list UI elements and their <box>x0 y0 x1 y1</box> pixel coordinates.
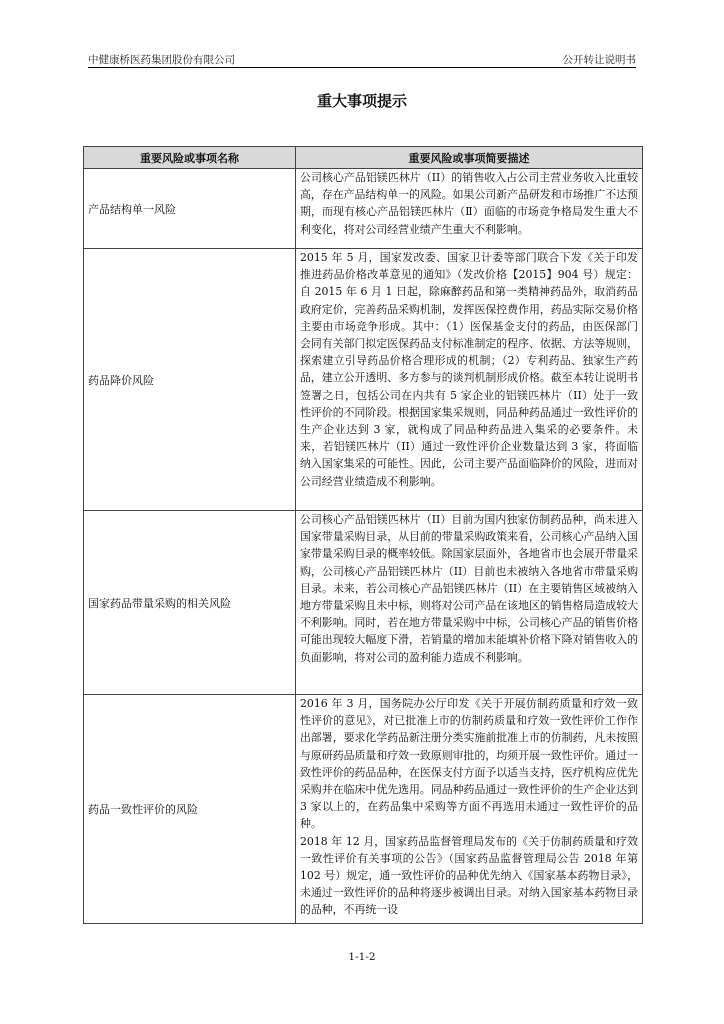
risk-description <box>296 249 643 511</box>
risk-description-paragraph: 公司核心产品铝镁匹林片（II）的销售收入占公司主营业务收入比重较高，存在产品结构单一的风险。如果公司新产品研发和市场推广不达预期，而现有核心产品铝镁匹林片（Ⅱ）面临的市场竞争格局发生重大不利变化，将对公司经营业绩产生重大不利影响。 <box>300 171 638 236</box>
risk-name: 药品一致性评价的风险 <box>84 695 296 924</box>
table-row <box>84 695 643 924</box>
risk-description-paragraph: 公司核心产品铝镁匹林片（II）目前为国内独家仿制药品种，尚未进入国家带量采购目录，从目前的带量采购政策来看，公司核心产品纳入国家带量采购目录的概率较低。除国家层面外，各地省市也会展开带量采购，公司核心产品铝镁匹林片（II）目前也未被纳入各地省市带量采购目录。未来，若公司核心产品铝镁匹林片（II）在主要销售区域被纳入地方带量采购且未中标，则将对公司产品在该地区的销售格局造成较大不利影响。同时，若在地方带量采购中中标，公司核心产品的销售价格可能出现较大幅度下滑，若销量的增加未能填补价格下降对销售收入的负面影响，将对公司的盈利能力造成不利影响。 <box>300 513 638 664</box>
risk-description-paragraph: 2015 年 5 月，国家发改委、国家卫计委等部门联合下发《关于印发推进药品价格改革意见的通知》（发改价格【2015】904 号）规定：自 2015 年 6 月 1 日起，除麻醉药品和第一类精神药品外，取消药品政府定价，完善药品采购机制，发挥医保控费作用，药品实际交易价格主要由市场竞争形成。其中：（1）医保基金支付的药品，由医保部门会同有关部门拟定医保药品支付标准制定的程序、依据、方法等规则，探索建立引导药品价格合理形成的机制；（2）专利药品、独家生产药品，建立公开透明、多方参与的谈判机制形成价格。截至本转让说明书签署之日，包括公司在内共有 5 家企业的铝镁匹林片（II）处于一致性评价的不同阶段。根据国家集采规则，同品种药品通过一致性评价的生产企业达到 3 家，就构成了同品种药品进入集采的必要条件。未来，若铝镁匹林片（II）通过一致性评价企业数量达到 3 家，将面临纳入国家集采的可能性。因此，公司主要产品面临降价的风险，进而对公司经营业绩造成不利影响。 <box>300 251 638 488</box>
table-row <box>84 511 643 695</box>
page-number: 1-1-2 <box>348 951 376 963</box>
header-company-name: 中健康桥医药集团股份有限公司 <box>88 54 235 66</box>
table-header-row <box>84 147 643 169</box>
column-header-name: 重要风险或事项名称 <box>84 147 296 169</box>
risk-name: 产品结构单一风险 <box>84 169 296 249</box>
column-header-description: 重要风险或事项简要描述 <box>296 147 643 169</box>
risk-description <box>296 511 643 695</box>
risk-description-paragraph: 2018 年 12 月，国家药品监督管理局发布的《关于仿制药质量和疗效一致性评价有关事项的公告》（国家药品监督管理局公告 2018 年第 102 号）规定，通一致性评价的品种优先纳入《国家基本药物目录》，未通过一致性评价的品种将逐步被调出目录。对纳入国家基本药物目录的品种，不再统一设 <box>300 834 638 917</box>
table-row <box>84 249 643 511</box>
risk-table <box>83 146 643 924</box>
page-header <box>88 52 636 66</box>
header-divider <box>88 67 636 68</box>
page-title: 重大事项提示 <box>316 92 407 110</box>
table-row <box>84 169 643 249</box>
risk-description <box>296 169 643 249</box>
risk-name: 国家药品带量采购的相关风险 <box>84 511 296 695</box>
risk-description <box>296 695 643 924</box>
risk-description-paragraph: 2016 年 3 月，国务院办公厅印发《关于开展仿制药质量和疗效一致性评价的意见》，对已批准上市的仿制药质量和疗效一致性评价工作作出部署，要求化学药品新注册分类实施前批准上市的仿制药，凡未按照与原研药品质量和疗效一致原则审批的，均须开展一致性评价。通过一致性评价的药品品种，在医保支付方面予以适当支持，医疗机构应优先采购并在临床中优先选用。同品种药品通过一致性评价的生产企业达到 3 家以上的，在药品集中采购等方面不再选用未通过一致性评价的品种。 <box>300 697 638 831</box>
header-document-title: 公开转让说明书 <box>562 54 636 66</box>
risk-name: 药品降价风险 <box>84 249 296 511</box>
